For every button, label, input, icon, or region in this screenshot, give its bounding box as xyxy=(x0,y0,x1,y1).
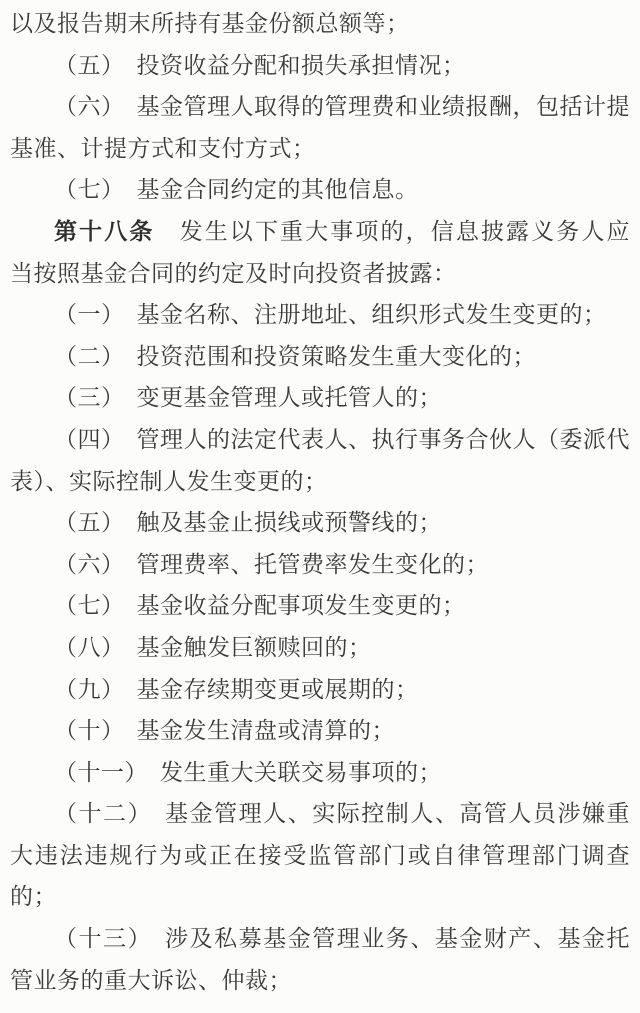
text-segment: 发生以下重大事项的，信息披露义务人应 xyxy=(154,218,631,244)
text-line xyxy=(10,544,630,586)
text-line xyxy=(10,669,630,711)
text-segment: 的； xyxy=(10,884,57,910)
text-segment: （三） 变更基金管理人或托管人的； xyxy=(54,385,442,411)
text-line xyxy=(10,169,630,211)
text-segment: （十二） 基金管理人、实际控制人、高管人员涉嫌重 xyxy=(54,801,630,827)
text-line xyxy=(10,461,630,503)
text-segment: （七） 基金收益分配事项发生变更的； xyxy=(54,593,466,619)
text-line xyxy=(10,253,630,295)
text-line xyxy=(10,211,630,253)
text-line xyxy=(10,627,630,669)
text-segment: 表）、实际控制人发生变更的； xyxy=(10,468,328,494)
text-line xyxy=(10,793,630,835)
text-segment: （四） 管理人的法定代表人、执行事务合伙人（委派代 xyxy=(54,426,630,452)
text-line xyxy=(10,419,630,461)
text-line xyxy=(10,86,630,128)
article-number-bold-text: 第十八条 xyxy=(54,218,155,244)
text-line xyxy=(10,294,630,336)
text-segment: （二） 投资范围和投资策略发生重大变化的； xyxy=(54,343,536,369)
text-segment: （十） 基金发生清盘或清算的； xyxy=(54,718,395,744)
text-line xyxy=(10,752,630,794)
text-line xyxy=(10,3,630,45)
text-segment: （六） 管理费率、托管费率发生变化的； xyxy=(54,551,489,577)
text-line xyxy=(10,835,630,877)
text-segment: （五） 触及基金止损线或预警线的； xyxy=(54,510,442,536)
text-line xyxy=(10,585,630,627)
text-segment: （八） 基金触发巨额赎回的； xyxy=(54,634,372,660)
text-line xyxy=(10,960,630,1002)
text-line xyxy=(10,45,630,87)
text-segment: （六） 基金管理人取得的管理费和业绩报酬，包括计提 xyxy=(54,94,630,120)
text-segment: （十三） 涉及私募基金管理业务、基金财产、基金托 xyxy=(54,926,630,952)
text-segment: （七） 基金合同约定的其他信息。 xyxy=(54,177,419,203)
text-segment: 管业务的重大诉讼、仲裁； xyxy=(10,967,292,993)
text-segment: （九） 基金存续期变更或展期的； xyxy=(54,676,419,702)
text-segment: 大违法违规行为或正在接受监管部门或自律管理部门调查 xyxy=(10,842,630,868)
text-line xyxy=(10,918,630,960)
text-line xyxy=(10,336,630,378)
text-line xyxy=(10,377,630,419)
text-line xyxy=(10,710,630,752)
text-line xyxy=(10,876,630,918)
text-segment: （五） 投资收益分配和损失承担情况； xyxy=(54,52,466,78)
text-segment: （一） 基金名称、注册地址、组织形式发生变更的； xyxy=(54,302,607,328)
text-line xyxy=(10,502,630,544)
text-segment: 基准、计提方式和支付方式； xyxy=(10,135,316,161)
text-line xyxy=(10,128,630,170)
text-segment: 以及报告期末所持有基金份额总额等； xyxy=(10,11,410,36)
text-segment: （十一） 发生重大关联交易事项的； xyxy=(54,759,442,785)
text-segment: 当按照基金合同的约定及时向投资者披露： xyxy=(10,260,457,286)
